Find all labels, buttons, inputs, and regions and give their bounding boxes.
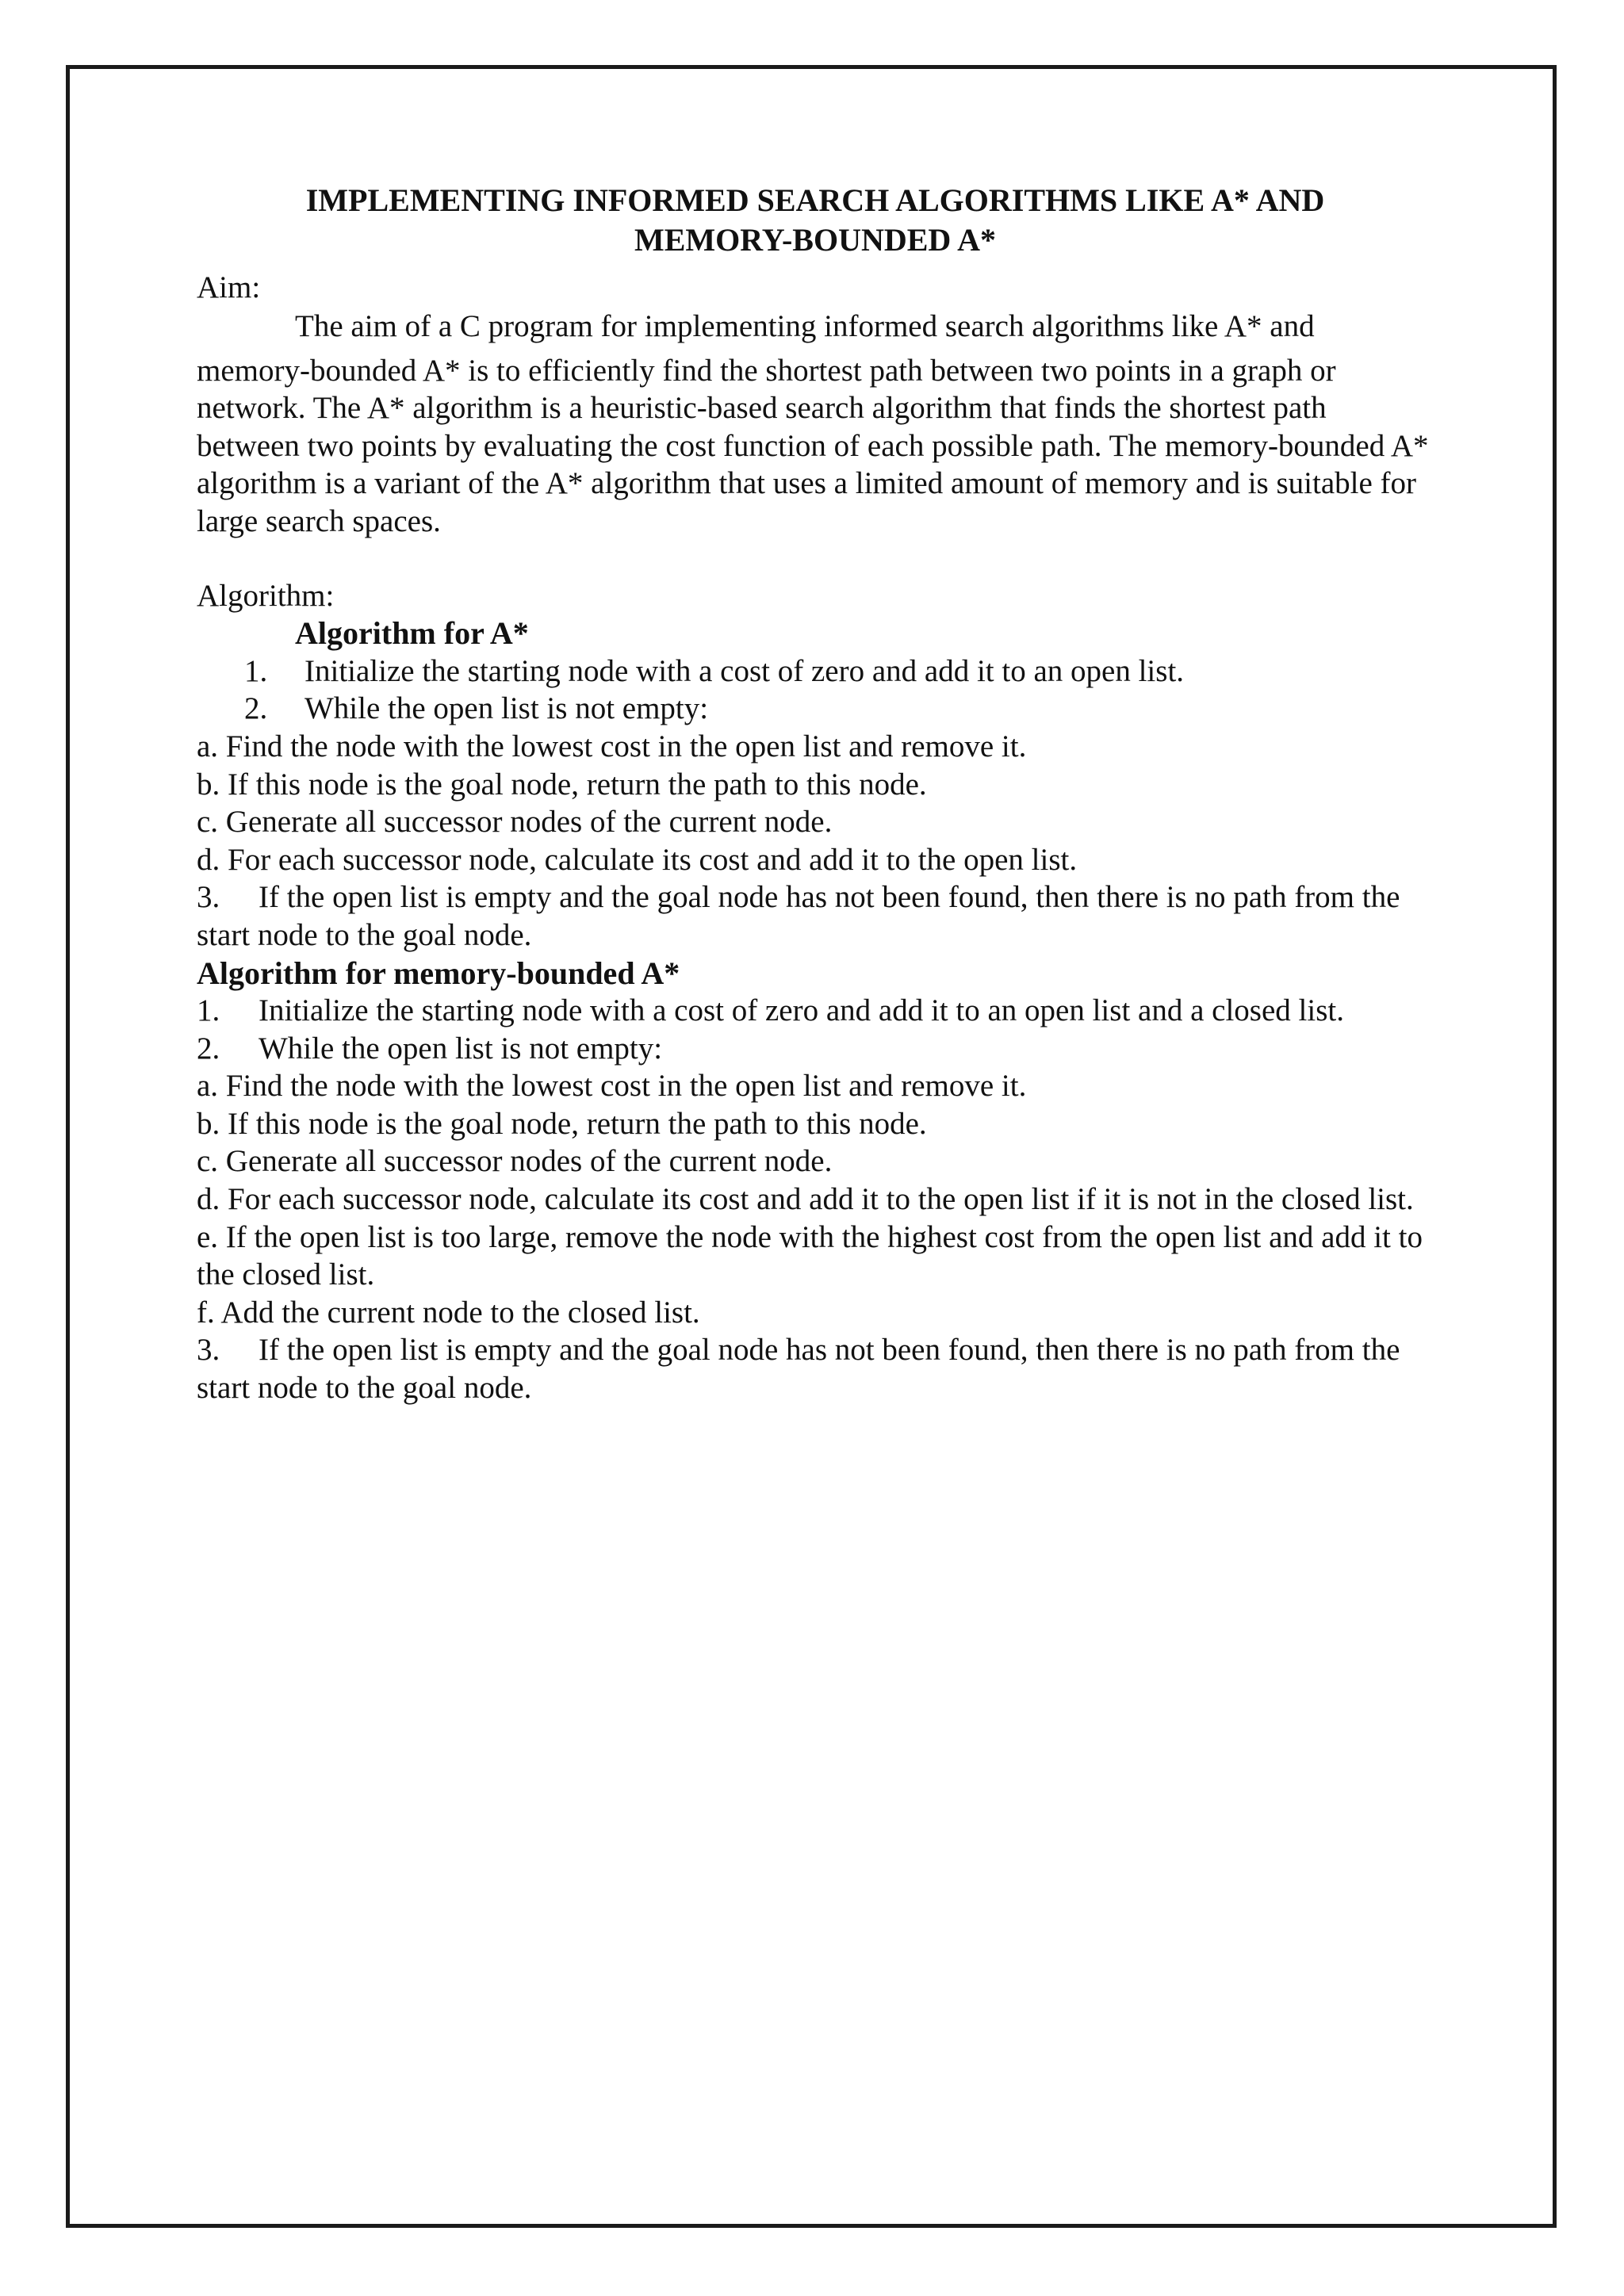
step-text: If the open list is empty and the goal node has not been found, then there is no path from the start node to the goal node. (197, 880, 1400, 952)
title-line-1: IMPLEMENTING INFORMED SEARCH ALGORITHMS LIKE A* AND (305, 182, 1325, 218)
document-body (197, 268, 1434, 1407)
step-number: 2. (197, 1031, 220, 1066)
document-content (197, 181, 1434, 1407)
mba-step-3 (197, 1331, 1434, 1406)
mba-substep-f: f. Add the current node to the closed list. (197, 1295, 700, 1330)
step-number: 3. (197, 880, 220, 915)
mba-substep-a: a. Find the node with the lowest cost in the open list and remove it. (197, 1069, 1027, 1104)
astar-substep-d: d. For each successor node, calculate its cost and add it to the open list. (197, 842, 1078, 877)
step-text: If the open list is empty and the goal node has not been found, then there is no path from the start node to the goal node. (197, 1333, 1400, 1406)
title-line-2: MEMORY-BOUNDED A* (634, 222, 996, 258)
mba-step-1 (197, 992, 1434, 1030)
mba-substep-d: d. For each successor node, calculate its cost and add it to the open list if it is not in the closed list. e. If the open list is too large, remove the node with the highest cost from the open list and add it to the closed list. (197, 1182, 1423, 1292)
aim-first-line: The aim of a C program for implementing informed search algorithms like A* and (295, 309, 1315, 343)
step-number: 2. (244, 691, 268, 726)
step-number: 1. (197, 993, 220, 1028)
section-spacer (197, 541, 1434, 577)
astar-heading: Algorithm for A* (295, 615, 529, 652)
step-text: Initialize the starting node with a cost of zero and add it to an open list and a closed list. (259, 993, 1344, 1028)
algorithm-label: Algorithm: (197, 578, 335, 613)
astar-step-2 (197, 690, 1434, 728)
step-number: 1. (244, 653, 268, 688)
mba-substep-b: b. If this node is the goal node, return the path to this node. (197, 1106, 927, 1141)
mba-heading: Algorithm for memory-bounded A* (197, 955, 680, 991)
astar-step-1 (197, 652, 1434, 691)
aim-label: Aim: (197, 270, 261, 304)
astar-substep-c: c. Generate all successor nodes of the current node. (197, 805, 833, 840)
astar-substep-b: b. If this node is the goal node, return the path to this node. (197, 767, 927, 802)
mba-step-2 (197, 1030, 1434, 1068)
step-text: While the open list is not empty: (304, 691, 709, 726)
aim-paragraph: memory-bounded A* is to efficiently find the shortest path between two points in a graph or network. The A* algorithm is a heuristic-based search algorithm that finds the shortest path between two points by evaluating the cost function of each possible path. The memory-bounded A* algorithm is a variant of the A* algorithm that uses a limited amount of memory and is suitable for large search spaces. (197, 353, 1429, 538)
step-text: While the open list is not empty: (259, 1031, 663, 1066)
step-number: 3. (197, 1333, 220, 1368)
astar-substep-a: a. Find the node with the lowest cost in the open list and remove it. (197, 729, 1027, 763)
step-text: Initialize the starting node with a cost of zero and add it to an open list. (304, 653, 1185, 688)
astar-step-3 (197, 878, 1434, 954)
page-title (197, 181, 1434, 260)
mba-substep-c: c. Generate all successor nodes of the current node. (197, 1144, 833, 1179)
